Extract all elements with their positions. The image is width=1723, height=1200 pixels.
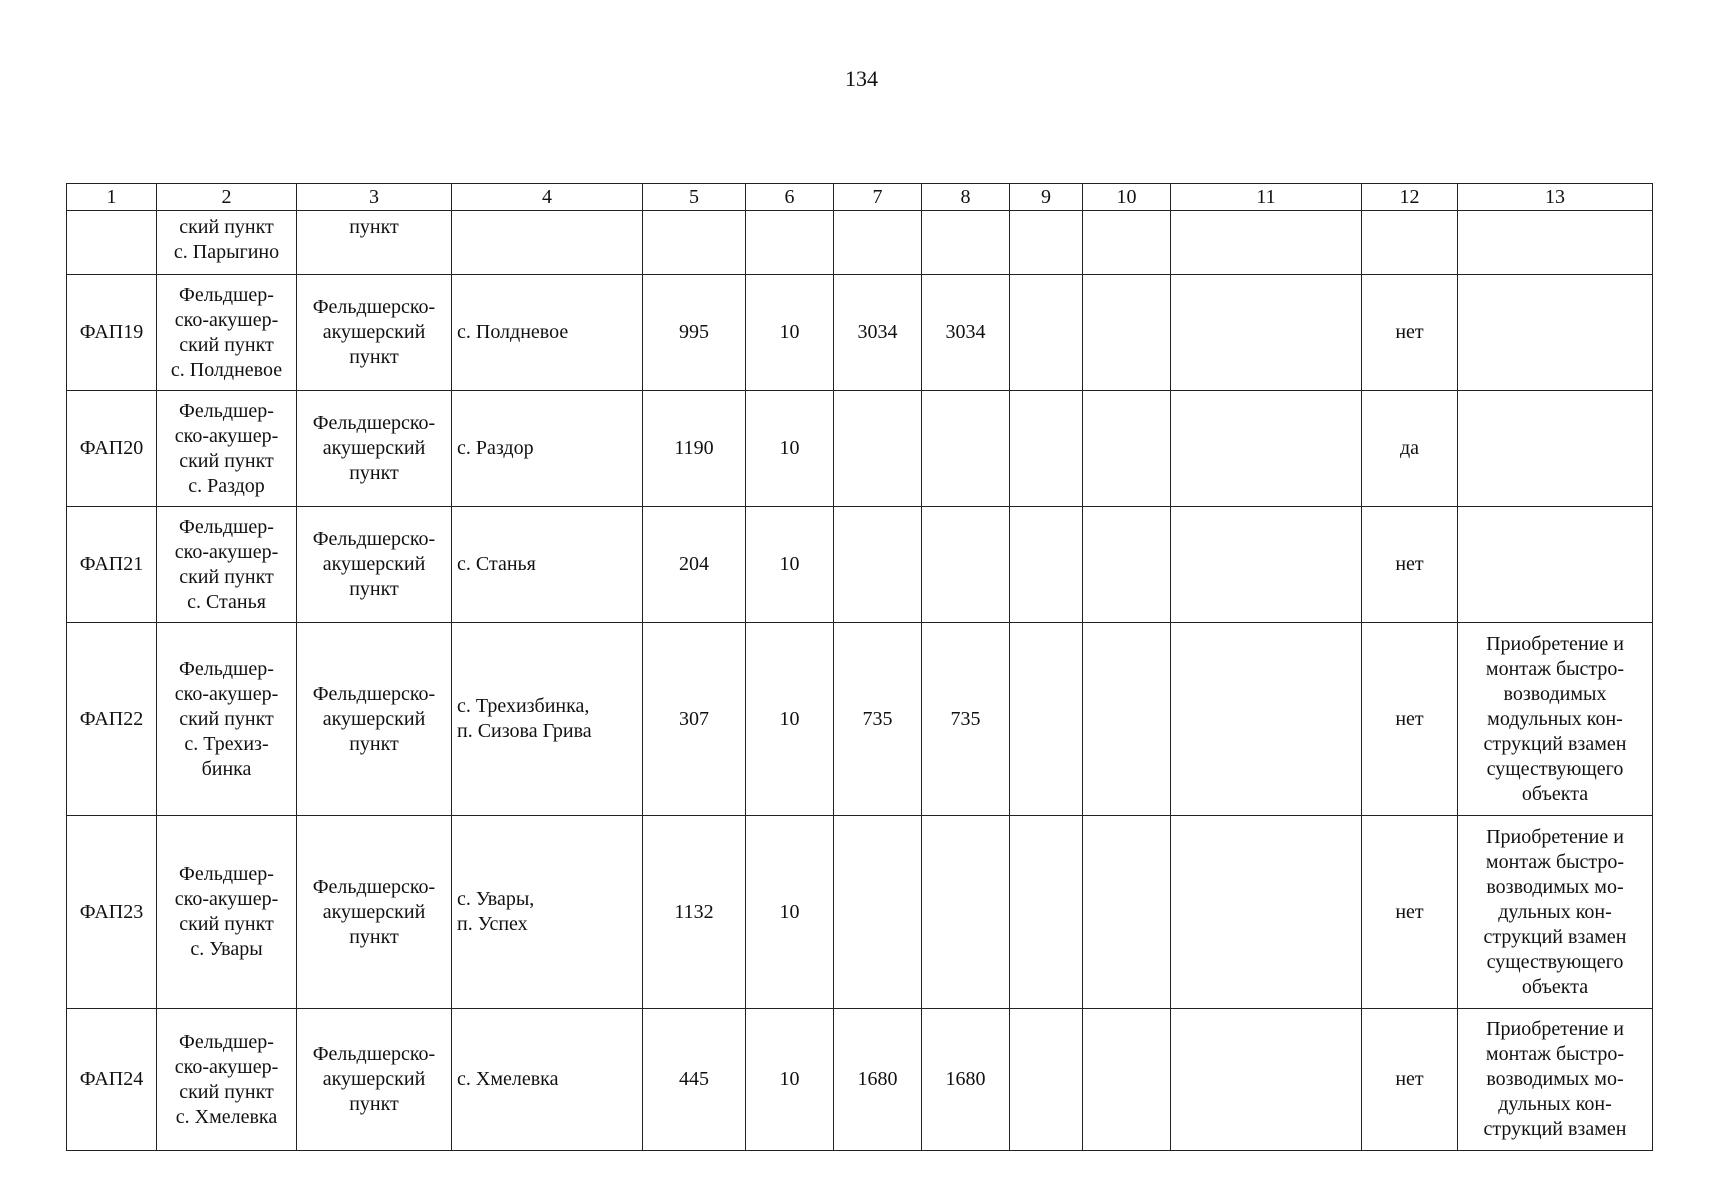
cell-line: с. Хмелевка — [457, 1068, 559, 1090]
col11-cell — [1171, 275, 1362, 391]
cell-line: Фельдшер- — [179, 283, 274, 306]
facility-name-cell — [157, 275, 297, 391]
cell-line: струкций взамен — [1483, 1118, 1627, 1140]
col11-cell — [1171, 1009, 1362, 1151]
col7-value-cell — [834, 816, 922, 1009]
col8-value-cell: 735 — [922, 623, 1010, 816]
table-row — [67, 275, 1653, 391]
cell-line: с. Раздор — [188, 474, 265, 497]
facility-code-cell: ФАП23 — [67, 816, 157, 1009]
cell-line: акушерский — [322, 321, 426, 343]
column-number: 2 — [157, 184, 297, 211]
cell-line: Фельдшерско- — [312, 412, 436, 434]
settlement-cell — [452, 507, 643, 623]
cell-line: с. Раздор — [457, 437, 534, 459]
col12-flag-cell: нет — [1362, 275, 1458, 391]
col10-cell — [1083, 623, 1171, 816]
col6-value-cell: 10 — [746, 1009, 834, 1151]
col7-value-cell — [834, 507, 922, 623]
column-number: 9 — [1010, 184, 1083, 211]
column-number: 5 — [643, 184, 746, 211]
col7-value-cell — [834, 211, 922, 275]
col6-value-cell: 10 — [746, 507, 834, 623]
facility-code-cell: ФАП21 — [67, 507, 157, 623]
column-number: 7 — [834, 184, 922, 211]
note-cell — [1458, 623, 1653, 816]
cell-line: ско-акушер- — [174, 1055, 279, 1078]
col12-flag-cell: нет — [1362, 1009, 1458, 1151]
cell-line: Фельдшерско- — [312, 296, 436, 318]
facility-type-cell — [297, 507, 452, 623]
facilities-table — [66, 183, 1653, 1151]
col8-value-cell: 1680 — [922, 1009, 1010, 1151]
cell-line: бинка — [201, 757, 252, 780]
cell-line: с. Полдневое — [457, 321, 569, 343]
cell-line: акушерский — [322, 1068, 426, 1090]
cell-line: ско-акушер- — [174, 888, 279, 910]
column-number: 8 — [922, 184, 1010, 211]
cell-line: существующего — [1486, 757, 1624, 780]
col6-value-cell: 10 — [746, 275, 834, 391]
cell-line: с. Станья — [457, 553, 536, 575]
cell-line: монтаж быстро- — [1485, 850, 1625, 873]
cell-line: монтаж быстро- — [1485, 657, 1625, 680]
cell-line: струкций взамен — [1483, 732, 1627, 755]
col5-value-cell — [643, 211, 746, 275]
facility-code-cell: ФАП24 — [67, 1009, 157, 1151]
cell-line: акушерский — [322, 437, 426, 459]
facility-code-cell: ФАП20 — [67, 391, 157, 507]
cell-line: ский пункт — [179, 333, 274, 356]
cell-line: пункт — [349, 462, 399, 484]
cell-line: Фельдшер- — [179, 863, 274, 885]
col7-value-cell — [834, 391, 922, 507]
col8-value-cell — [922, 211, 1010, 275]
cell-line: с. Парыгино — [173, 241, 280, 263]
col9-cell — [1010, 391, 1083, 507]
cell-line: с. Трехиз- — [184, 732, 269, 755]
col8-value-cell — [922, 391, 1010, 507]
cell-line: ско-акушер- — [174, 308, 279, 331]
cell-line: с. Станья — [187, 590, 266, 613]
cell-line: с. Трехизбинка, — [457, 695, 590, 717]
facility-name-cell — [157, 507, 297, 623]
col11-cell — [1171, 391, 1362, 507]
cell-line: модульных кон- — [1487, 707, 1623, 730]
col12-flag-cell: да — [1362, 391, 1458, 507]
col6-value-cell: 10 — [746, 391, 834, 507]
note-cell — [1458, 816, 1653, 1009]
cell-line: ский пункт — [179, 1080, 274, 1103]
cell-line: Приобретение и — [1486, 632, 1624, 655]
cell-line: пункт — [349, 925, 399, 948]
col8-value-cell: 3034 — [922, 275, 1010, 391]
col10-cell — [1083, 391, 1171, 507]
facility-name-cell — [157, 1009, 297, 1151]
col10-cell — [1083, 275, 1171, 391]
column-number-row — [67, 184, 1653, 211]
col11-cell — [1171, 211, 1362, 275]
col9-cell — [1010, 816, 1083, 1009]
facility-name-cell — [157, 623, 297, 816]
note-cell — [1458, 1009, 1653, 1151]
cell-line: пункт — [349, 1093, 399, 1115]
cell-line: ско-акушер- — [174, 424, 279, 447]
col6-value-cell — [746, 211, 834, 275]
facility-code-cell — [67, 211, 157, 275]
page-number: 134 — [845, 66, 878, 91]
cell-line: ско-акушер- — [174, 540, 279, 563]
table-row — [67, 1009, 1653, 1151]
col11-cell — [1171, 623, 1362, 816]
cell-line: ский пункт — [179, 913, 274, 935]
settlement-cell — [452, 391, 643, 507]
col7-value-cell: 3034 — [834, 275, 922, 391]
col12-flag-cell: нет — [1362, 507, 1458, 623]
col8-value-cell — [922, 816, 1010, 1009]
facility-type-cell — [297, 1009, 452, 1151]
column-number: 6 — [746, 184, 834, 211]
cell-line: с. Увары — [190, 938, 263, 960]
col12-flag-cell — [1362, 211, 1458, 275]
col11-cell — [1171, 507, 1362, 623]
column-number: 1 — [67, 184, 157, 211]
col9-cell — [1010, 507, 1083, 623]
col7-value-cell: 1680 — [834, 1009, 922, 1151]
cell-line: возводимых мо- — [1486, 875, 1624, 898]
cell-line: пункт — [349, 216, 399, 238]
col9-cell — [1010, 211, 1083, 275]
cell-line: возводимых — [1503, 682, 1607, 705]
col12-flag-cell: нет — [1362, 816, 1458, 1009]
col10-cell — [1083, 816, 1171, 1009]
col9-cell — [1010, 275, 1083, 391]
col5-value-cell: 1132 — [643, 816, 746, 1009]
note-cell — [1458, 507, 1653, 623]
table-row — [67, 816, 1653, 1009]
settlement-cell — [452, 623, 643, 816]
cell-line: Фельдшер- — [179, 1030, 274, 1053]
column-number: 3 — [297, 184, 452, 211]
cell-line: ско-акушер- — [174, 682, 279, 705]
note-cell — [1458, 391, 1653, 507]
col6-value-cell: 10 — [746, 816, 834, 1009]
cell-line: ский пункт — [179, 707, 274, 730]
cell-line: Фельдшер- — [179, 515, 274, 538]
facility-name-cell — [157, 391, 297, 507]
note-cell — [1458, 275, 1653, 391]
cell-line: Фельдшер- — [179, 399, 274, 422]
col9-cell — [1010, 623, 1083, 816]
facility-type-cell — [297, 623, 452, 816]
col8-value-cell — [922, 507, 1010, 623]
cell-line: объекта — [1521, 975, 1589, 998]
column-number: 12 — [1362, 184, 1458, 211]
facility-name-cell — [157, 816, 297, 1009]
column-number: 10 — [1083, 184, 1171, 211]
col9-cell — [1010, 1009, 1083, 1151]
facility-type-cell — [297, 816, 452, 1009]
col7-value-cell: 735 — [834, 623, 922, 816]
table-row — [67, 507, 1653, 623]
col10-cell — [1083, 507, 1171, 623]
cell-line: монтаж быстро- — [1485, 1043, 1625, 1065]
col6-value-cell: 10 — [746, 623, 834, 816]
col5-value-cell: 445 — [643, 1009, 746, 1151]
cell-line: дульных кон- — [1498, 1093, 1612, 1115]
cell-line: пункт — [349, 578, 399, 600]
table-row — [67, 623, 1653, 816]
settlement-cell — [452, 1009, 643, 1151]
cell-line: Фельдшерско- — [312, 682, 436, 705]
cell-line: струкций взамен — [1483, 925, 1627, 948]
col5-value-cell: 307 — [643, 623, 746, 816]
col5-value-cell: 995 — [643, 275, 746, 391]
facility-type-cell — [297, 391, 452, 507]
col5-value-cell: 204 — [643, 507, 746, 623]
cell-line: пункт — [349, 732, 399, 755]
cell-line: п. Успех — [457, 913, 528, 935]
cell-line: объекта — [1521, 782, 1589, 805]
cell-line: Фельдшерско- — [312, 528, 436, 550]
cell-line: акушерский — [322, 707, 426, 730]
cell-line: ский пункт — [179, 216, 274, 238]
table-row — [67, 391, 1653, 507]
cell-line: с. Увары, — [457, 888, 535, 910]
settlement-cell — [452, 816, 643, 1009]
col12-flag-cell: нет — [1362, 623, 1458, 816]
cell-line: Фельдшер- — [179, 657, 274, 680]
note-cell — [1458, 211, 1653, 275]
cell-line: акушерский — [322, 553, 426, 575]
cell-line: существующего — [1486, 950, 1624, 973]
facility-type-cell — [297, 211, 452, 275]
col11-cell — [1171, 816, 1362, 1009]
col10-cell — [1083, 1009, 1171, 1151]
cell-line: ский пункт — [179, 449, 274, 472]
cell-line: Приобретение и — [1486, 1018, 1624, 1040]
table-row — [67, 211, 1653, 275]
cell-line: с. Полдневое — [170, 358, 283, 381]
column-number: 11 — [1171, 184, 1362, 211]
cell-line: Фельдшерско- — [312, 875, 436, 898]
facility-code-cell: ФАП19 — [67, 275, 157, 391]
facility-code-cell: ФАП22 — [67, 623, 157, 816]
column-number: 4 — [452, 184, 643, 211]
cell-line: пункт — [349, 346, 399, 368]
cell-line: п. Сизова Грива — [457, 720, 592, 742]
cell-line: Фельдшерско- — [312, 1043, 436, 1065]
cell-line: возводимых мо- — [1486, 1068, 1624, 1090]
cell-line: акушерский — [322, 900, 426, 923]
cell-line: Приобретение и — [1486, 825, 1624, 848]
facility-name-cell — [157, 211, 297, 275]
col10-cell — [1083, 211, 1171, 275]
cell-line: ский пункт — [179, 565, 274, 588]
cell-line: с. Хмелевка — [175, 1105, 278, 1128]
facility-type-cell — [297, 275, 452, 391]
settlement-cell — [452, 211, 643, 275]
column-number: 13 — [1458, 184, 1653, 211]
col5-value-cell: 1190 — [643, 391, 746, 507]
cell-line: дульных кон- — [1498, 900, 1612, 923]
settlement-cell — [452, 275, 643, 391]
